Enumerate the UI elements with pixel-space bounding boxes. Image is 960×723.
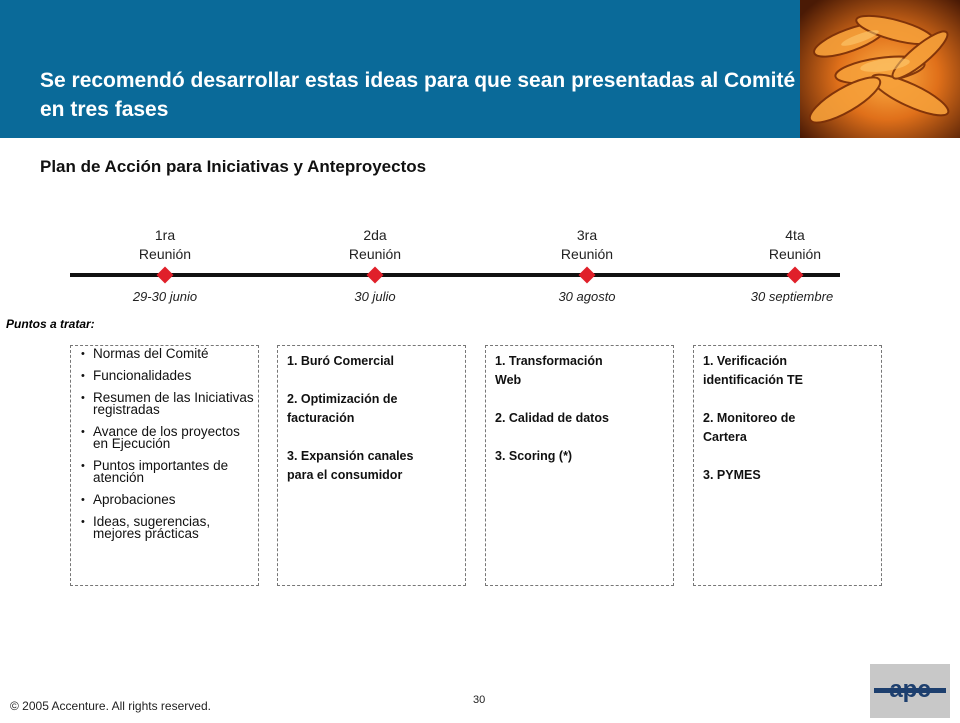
agenda-box-2	[277, 345, 466, 586]
meeting-label-4	[740, 226, 850, 264]
meeting-ordinal: 4ta	[785, 227, 805, 243]
list-item: 2. Monitoreo de Cartera	[703, 411, 796, 444]
meeting-date-2: 30 julio	[354, 289, 396, 304]
list-item: 3. Expansión canales para el consumidor	[287, 449, 414, 482]
timeline-line	[70, 273, 840, 277]
agenda-box-1	[70, 345, 259, 586]
list-item: 1. Verificación identificación TE	[703, 354, 804, 387]
page-title: Se recomendó desarrollar estas ideas para que sean presentadas al Comité en tres fases	[40, 69, 796, 121]
milestone-diamond-2	[367, 267, 384, 284]
list-item: 3. Scoring (*)	[495, 449, 573, 463]
meeting-word: Reunión	[138, 246, 192, 262]
page-number: 30	[473, 694, 486, 706]
apc-logo	[870, 664, 950, 718]
meeting-word: Reunión	[560, 246, 614, 262]
meeting-date-3: 30 agosto	[558, 289, 616, 304]
meeting-label-1	[110, 226, 220, 264]
list-item: 1. Buró Comercial	[287, 354, 394, 368]
list-item: • Aprobaciones	[81, 492, 176, 507]
list-item: 3. PYMES	[703, 468, 761, 482]
meeting-word: Reunión	[768, 246, 822, 262]
list-item: • Funcionalidades	[81, 368, 192, 383]
list-item: • Ideas, sugerencias, mejores prácticas	[81, 514, 211, 541]
meeting-date-4: 30 septiembre	[750, 289, 834, 304]
meeting-ordinal: 3ra	[576, 227, 598, 243]
svg-text:apc: apc	[889, 676, 931, 703]
list-item: 2. Optimización de facturación	[287, 392, 398, 425]
meeting-date-1: 29-30 junio	[132, 289, 198, 304]
topic-list	[287, 352, 462, 504]
milestone-diamond-3	[579, 267, 596, 284]
agenda-box-4	[693, 345, 882, 586]
copyright-notice: © 2005 Accenture. All rights reserved.	[10, 699, 211, 713]
list-item: • Resumen de las Iniciativas registradas	[81, 390, 254, 417]
meeting-label-3	[532, 226, 642, 264]
meeting-ordinal: 2da	[363, 227, 387, 243]
meeting-ordinal: 1ra	[154, 227, 176, 243]
header-band	[0, 0, 960, 138]
agenda-box-3	[485, 345, 674, 586]
topic-list	[703, 352, 878, 504]
agenda-bullet-list	[81, 348, 257, 550]
meeting-word: Reunión	[348, 246, 402, 262]
list-item: 1. Transformación Web	[495, 354, 603, 387]
hands-photo	[800, 0, 960, 138]
list-item: • Normas del Comité	[81, 346, 209, 361]
milestone-diamond-1	[157, 267, 174, 284]
section-subtitle: Plan de Acción para Iniciativas y Anteproyectos	[40, 157, 427, 176]
meeting-label-2	[320, 226, 430, 264]
topic-list	[495, 352, 670, 485]
list-item: 2. Calidad de datos	[495, 411, 609, 425]
points-title: Puntos a tratar:	[6, 317, 95, 331]
milestone-diamond-4	[787, 267, 804, 284]
list-item: • Avance de los proyectos en Ejecución	[81, 424, 240, 451]
list-item: • Puntos importantes de atención	[81, 458, 229, 485]
